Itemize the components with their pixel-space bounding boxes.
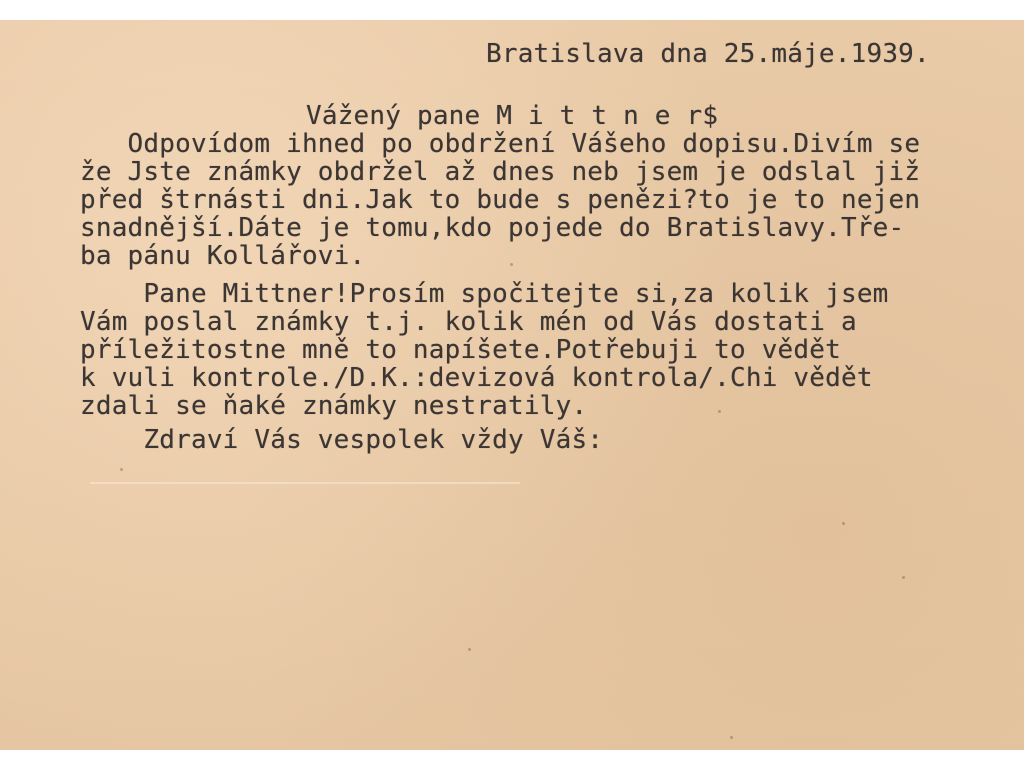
letter-line: k vuli kontrole./D.K.:devizová kontrola/.Chi vědět [80, 363, 873, 393]
paper-speck [120, 468, 123, 471]
letter-line: snadnější.Dáte je tomu,kdo pojede do Bratislavy.Tře- [80, 213, 905, 243]
paper-speck [842, 522, 845, 525]
letter-line: ba pánu Kollářovi. [80, 241, 366, 271]
postcard-paper [0, 20, 1024, 750]
paper-speck [468, 648, 471, 651]
salutation: Vážený pane M i t t n e r$ [306, 101, 719, 131]
paper-speck [902, 576, 905, 579]
letter-line: že Jste známky obdržel až dnes neb jsem je odslal již [80, 157, 921, 187]
paper-speck [718, 410, 721, 413]
letter-line: Vám poslal známky t.j. kolik mén od Vás dostati a [80, 307, 857, 337]
dateline: Bratislava dna 25.máje.1939. [486, 39, 930, 69]
closing-line: Zdraví Vás vespolek vždy Váš: [80, 425, 604, 455]
letter-line: před štrnásti dni.Jak to bude s penězi?to je to nejen [80, 185, 921, 215]
letter-line: příležitostne mně to napíšete.Potřebuji to vědět [80, 335, 841, 365]
letter-line: Pane Mittner!Prosím spočitejte si,za kolik jsem [80, 279, 889, 309]
paper-speck [730, 736, 733, 739]
letter-line: Odpovídom ihned po obdržení Vášeho dopisu.Divím se [80, 129, 921, 159]
letter-line: zdali se ňaké známky nestratily. [80, 391, 588, 421]
paper-crease [90, 482, 520, 484]
paper-speck [510, 263, 513, 266]
